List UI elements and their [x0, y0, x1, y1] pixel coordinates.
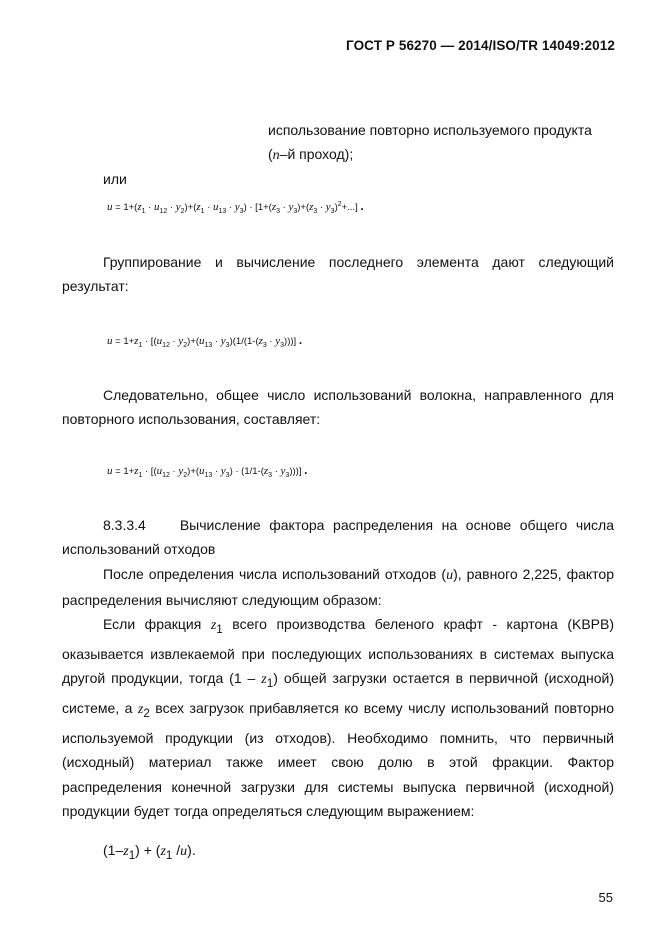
section-title: Вычисление фактора распределения на основе общего числа использований отходов — [62, 517, 614, 558]
consequently-paragraph: Следовательно, общее число использований волокна, направленного для повторного использования, составляет: — [62, 387, 614, 428]
formula-2: $u = 1+z_1 \cdot [(u_{12} \cdot y_2)+(u_{13} \cdot y_3)(1/(1-(z_3 \cdot y_3)))]$ . — [107, 333, 303, 349]
formula-3: $u = 1+z_1 \cdot [(u_{12} \cdot y_2)+(u_{13} \cdot y_3) \cdot (1/1-(z_3 \cdot y_3)))$] . — [107, 463, 308, 479]
formula-1: $u = 1+(z_1 \cdot u_{12} \cdot y_2)+(z_1 \cdot u_{13} \cdot y_3) \cdot [1+(z_3 \cdot y_3)+(z_3 \cdot y_3)^2+...]$ . — [107, 199, 364, 215]
fraction-paragraph: Если фракция $z_1$ всего производства беленого крафт - картона (KBPB) оказывается извлекаемой при последующих использованиях в системах выпуска другой продукции, тогда $(1 - z_1)$ общей загрузки остается в первичной (исходной) системе, а $z_2$ всех загрузок прибавляется ко всему числу использований повторно используемой продукции (из отходов). Необходимо помнить, что первичный (исходный) материал также имеет свою долю в этой фракции. Фактор распределения конечной загрузки для системы выпуска первичной (исходной) продукции будет тогда определяться следующим выражением: — [62, 616, 614, 819]
document-header: ГОСТ Р 56270 — 2014/ISO/TR 14049:2012 — [346, 38, 615, 53]
fraction-text-3: ) общей загрузки остается в первичной (исходной) системе, а — [62, 670, 614, 717]
fraction-text-4: всех загрузок прибавляется ко всему числу использований повторно используемой продукции (из отходов). Необходимо помнить, что первичный (исходный) материал также имеет свою долю в этой фракции. Фактор распределения конечной загрузки для системы выпуска первичной (исходной) продукции будет тогда определяться следующим выражением: — [62, 700, 614, 819]
fraction-text-2: всего производства беленого крафт - картона (KBPB) оказывается извлекаемой при последующих использованиях в системах выпуска другой продукции, тогда (1 – — [62, 616, 614, 687]
after-paragraph: После определения числа использований отходов (u), равного 2,225, фактор распределения вычисляют следующим образом: — [62, 566, 614, 609]
final-formula: $(1-z_1) + (z_1$ /u). — [103, 842, 196, 862]
intro-line-2: (n–й проход); — [268, 146, 354, 163]
or-word: или — [103, 171, 127, 187]
intro-line-1: использование повторно используемого продукта — [268, 122, 592, 138]
fraction-text-1: Если фракция — [103, 616, 211, 632]
page-number: 55 — [598, 890, 613, 905]
grouping-paragraph: Группирование и вычисление последнего элемента дают следующий результат: — [62, 254, 614, 295]
section-number: 8.3.3.4 — [103, 517, 146, 533]
section-heading — [62, 513, 614, 561]
